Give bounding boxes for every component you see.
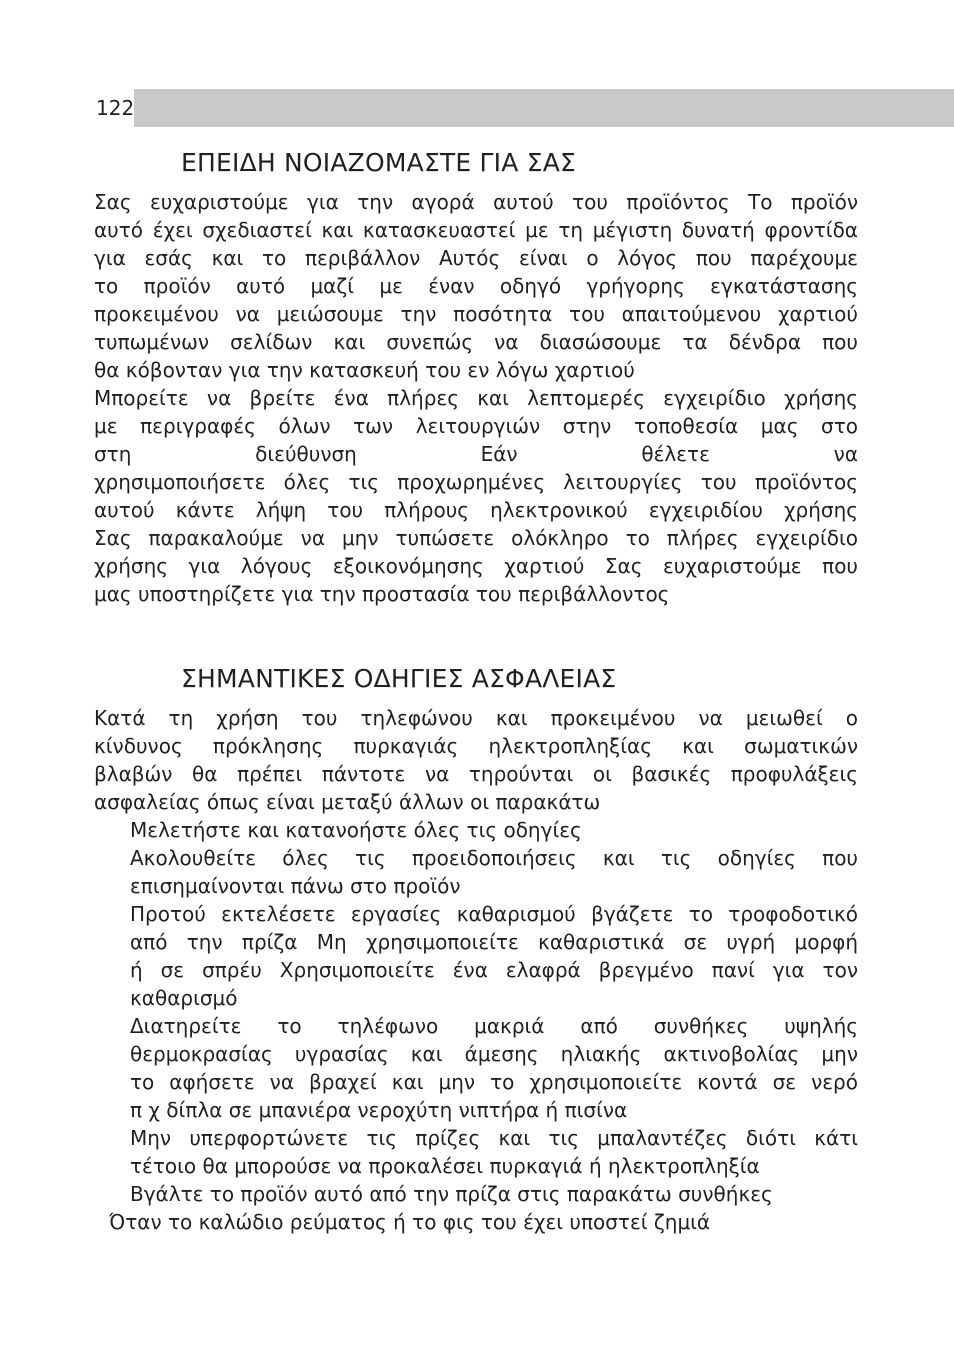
list-item-line: Ακολουθείτε όλες τις προειδοποιήσεις και τις οδηγίες που bbox=[130, 846, 858, 870]
list-item-line: το αφήσετε να βραχεί και μην το χρησιμοποιείτε κοντά σε νερό bbox=[130, 1070, 858, 1094]
list-item-line: από την πρίζα Μη χρησιμοποιείτε καθαριστικά σε υγρή μορφή bbox=[130, 930, 858, 954]
list-item-line: π χ δίπλα σε μπανιέρα νεροχύτη νιπτήρα ή πισίνα bbox=[130, 1098, 628, 1122]
paragraph-line: για εσάς και το περιβάλλον Αυτός είναι ο λόγος που παρέχουμε bbox=[94, 246, 858, 270]
section-heading-care: ΕΠΕΙΔΗ ΝΟΙΑΖΟΜΑΣΤΕ ΓΙΑ ΣΑΣ bbox=[181, 148, 576, 177]
paragraph-line: αυτού κάντε λήψη του πλήρους ηλεκτρονικού εγχειριδίου χρήσης bbox=[94, 498, 858, 522]
page-number: 122 bbox=[94, 89, 134, 127]
paragraph-line: Σας παρακαλούμε να μην τυπώσετε ολόκληρο το πλήρες εγχειρίδιο bbox=[94, 526, 858, 550]
list-item-line: επισημαίνονται πάνω στο προϊόν bbox=[130, 874, 461, 898]
paragraph-line: Μπορείτε να βρείτε ένα πλήρες και λεπτομερές εγχειρίδιο χρήσης bbox=[94, 386, 858, 410]
paragraph-line: στη διεύθυνση Εάν θέλετε να bbox=[94, 442, 858, 466]
paragraph-line: Κατά τη χρήση του τηλεφώνου και προκειμένου να μειωθεί ο bbox=[94, 706, 858, 730]
list-item-line: ή σε σπρέυ Χρησιμοποιείτε ένα ελαφρά βρεγμένο πανί για τον bbox=[130, 958, 858, 982]
list-item-line: καθαρισμό bbox=[130, 986, 238, 1010]
paragraph-line: βλαβών θα πρέπει πάντοτε να τηρούνται οι βασικές προφυλάξεις bbox=[94, 762, 858, 786]
paragraph-line: προκειμένου να μειώσουμε την ποσότητα του απαιτούμενου χαρτιού bbox=[94, 302, 858, 326]
sub-list-item-line: Όταν το καλώδιο ρεύματος ή το φις του έχει υποστεί ζημιά bbox=[109, 1210, 711, 1234]
paragraph-line: χρήσης για λόγους εξοικονόμησης χαρτιού Σας ευχαριστούμε που bbox=[94, 554, 858, 578]
paragraph-line: το προϊόν αυτό μαζί με έναν οδηγό γρήγορης εγκατάστασης bbox=[94, 274, 858, 298]
paragraph-line: τυπωμένων σελίδων και συνεπώς να διασώσουμε τα δένδρα που bbox=[94, 330, 858, 354]
section-heading-safety: ΣΗΜΑΝΤΙΚΕΣ ΟΔΗΓΙΕΣ ΑΣΦΑΛΕΙΑΣ bbox=[181, 664, 617, 693]
paragraph-line: αυτό έχει σχεδιαστεί και κατασκευαστεί με τη μέγιστη δυνατή φροντίδα bbox=[94, 218, 858, 242]
paragraph-line: ασφαλείας όπως είναι μεταξύ άλλων οι παρακάτω bbox=[94, 790, 601, 814]
list-item-line: Διατηρείτε το τηλέφωνο μακριά από συνθήκες υψηλής bbox=[130, 1014, 858, 1038]
paragraph-line: μας υποστηρίζετε για την προστασία του περιβάλλοντος bbox=[94, 582, 670, 606]
page-header-bar bbox=[94, 89, 954, 127]
paragraph-line: χρησιμοποιήσετε όλες τις προχωρημένες λειτουργίες του προϊόντος bbox=[94, 470, 858, 494]
list-item-line: Μην υπερφορτώνετε τις πρίζες και τις μπαλαντέζες διότι κάτι bbox=[130, 1126, 858, 1150]
paragraph-line: Σας ευχαριστούμε για την αγορά αυτού του προϊόντος Το προϊόν bbox=[94, 190, 858, 214]
paragraph-line: με περιγραφές όλων των λειτουργιών στην τοποθεσία μας στο bbox=[94, 414, 858, 438]
paragraph-line: κίνδυνος πρόκλησης πυρκαγιάς ηλεκτροπληξίας και σωματικών bbox=[94, 734, 858, 758]
list-item-line: Μελετήστε και κατανοήστε όλες τις οδηγίες bbox=[130, 818, 582, 842]
list-item-line: Προτού εκτελέσετε εργασίες καθαρισμού βγάζετε το τροφοδοτικό bbox=[130, 902, 858, 926]
list-item-line: θερμοκρασίας υγρασίας και άμεσης ηλιακής ακτινοβολίας μην bbox=[130, 1042, 858, 1066]
list-item-line: τέτοιο θα μπορούσε να προκαλέσει πυρκαγιά ή ηλεκτροπληξία bbox=[130, 1154, 760, 1178]
list-item-line: Βγάλτε το προϊόν αυτό από την πρίζα στις παρακάτω συνθήκες bbox=[130, 1182, 773, 1206]
paragraph-line: θα κόβονταν για την κατασκευή του εν λόγω χαρτιού bbox=[94, 358, 635, 382]
